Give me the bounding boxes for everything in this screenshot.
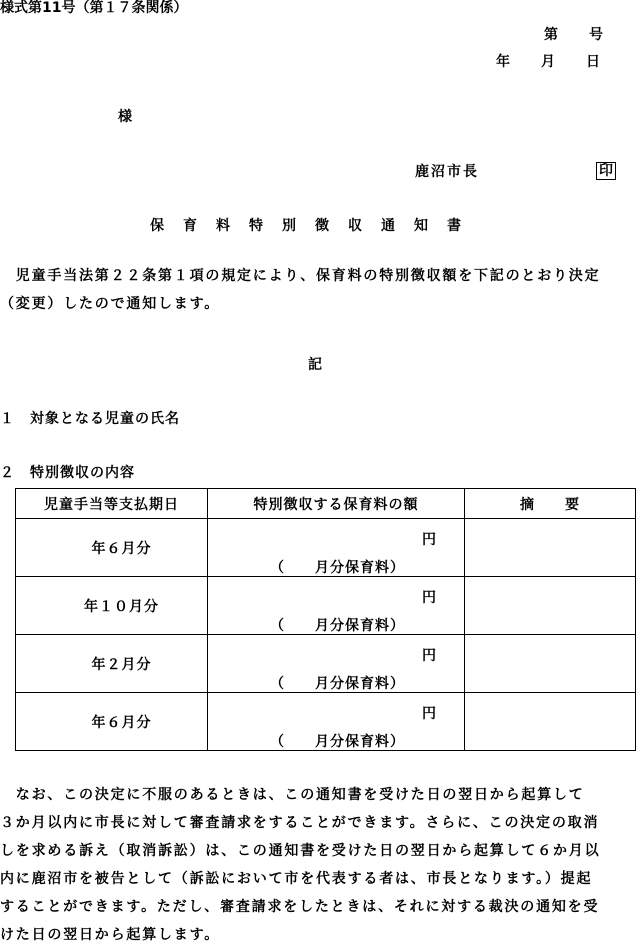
amount-cell: [208, 577, 465, 635]
notice-line: けた日の翌日から起算します。: [0, 927, 221, 943]
period-cell: 年１０月分: [16, 577, 208, 635]
document-title: 保育料特別徴収通知書: [150, 218, 480, 234]
yen-unit: 円: [422, 590, 436, 606]
addressee-suffix: 様: [118, 109, 132, 125]
table-row: [16, 635, 636, 693]
ki-heading: 記: [308, 357, 322, 373]
remarks-cell: [465, 577, 636, 635]
appeal-notice: [0, 781, 636, 949]
remarks-cell: [465, 519, 636, 577]
yen-unit: 円: [422, 532, 436, 548]
notice-line: なお、この決定に不服のあるときは、この通知書を受けた日の翌日から起算して: [0, 787, 585, 803]
fee-month-note: （ 月分保育料）: [270, 734, 405, 750]
seal-mark: 印: [596, 162, 616, 180]
yen-unit: 円: [422, 648, 436, 664]
header-remarks: 摘 要: [465, 489, 636, 519]
intro-line-1: 児童手当法第２２条第１項の規定により、保育料の特別徴収額を下記のとおり決定: [0, 268, 601, 284]
notice-line: しを求める訴え（取消訴訟）は、この通知書を受けた日の翌日から起算して６か月以: [0, 843, 601, 859]
collection-table: [15, 488, 636, 751]
notice-line: することができます。ただし、審査請求をしたときは、それに対する裁決の通知を受: [0, 899, 600, 915]
table-header-row: [16, 489, 636, 519]
item-2-heading: ２ 特別徴収の内容: [0, 465, 135, 481]
notice-line: ３か月以内に市長に対して審査請求をすることができます。さらに、この決定の取消: [0, 815, 600, 831]
issuer-name: 鹿沼市長: [415, 164, 479, 180]
yen-unit: 円: [422, 706, 436, 722]
header-payment-date: 児童手当等支払期日: [16, 489, 208, 519]
amount-cell: [208, 693, 465, 751]
table-row: [16, 519, 636, 577]
form-code: 様式第11号（第１７条関係）: [0, 0, 188, 16]
fee-month-note: （ 月分保育料）: [270, 618, 405, 634]
issue-date: 年 月 日: [496, 54, 601, 70]
amount-cell: [208, 519, 465, 577]
period-cell: 年６月分: [16, 519, 208, 577]
document-number: 第 号: [544, 27, 604, 43]
period-cell: 年２月分: [16, 635, 208, 693]
fee-month-note: （ 月分保育料）: [270, 676, 405, 692]
period-cell: 年６月分: [16, 693, 208, 751]
remarks-cell: [465, 635, 636, 693]
intro-line-2: （変更）したので通知します。: [0, 296, 221, 312]
amount-cell: [208, 635, 465, 693]
remarks-cell: [465, 693, 636, 751]
table-row: [16, 577, 636, 635]
notice-line: 内に鹿沼市を被告として（訴訟において市を代表する者は、市長となります。）提起: [0, 871, 593, 887]
intro-paragraph: [0, 262, 636, 318]
header-amount: 特別徴収する保育料の額: [208, 489, 465, 519]
fee-month-note: （ 月分保育料）: [270, 560, 405, 576]
item-1-heading: １ 対象となる児童の氏名: [0, 411, 180, 427]
table-row: [16, 693, 636, 751]
